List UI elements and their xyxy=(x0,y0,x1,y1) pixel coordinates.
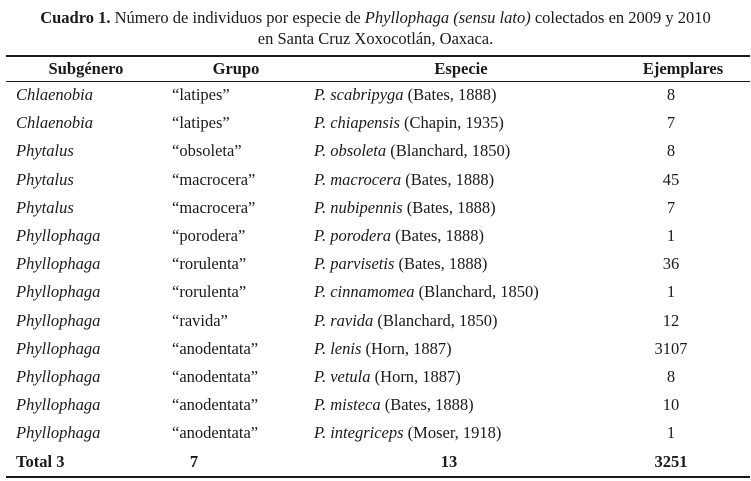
cell-subgenero: Phyllophaga xyxy=(16,226,101,246)
species-name: P. scabripyga xyxy=(314,85,404,105)
cell-ejemplares: 3107 xyxy=(654,338,688,358)
species-author: (Bates, 1888) xyxy=(403,85,497,105)
species-author: (Bates, 1888) xyxy=(380,395,474,415)
cell-ejemplares: 10 xyxy=(662,395,680,415)
cell-grupo: “rorulenta” xyxy=(172,254,247,274)
species-name: P. vetula xyxy=(314,366,371,386)
species-name: P. lenis xyxy=(314,338,362,358)
caption-genus: Phyllophaga (sensu lato) xyxy=(364,8,531,27)
header-especie: Especie xyxy=(434,58,488,78)
cell-subgenero: Phyllophaga xyxy=(16,282,101,302)
cell-grupo: “latipes” xyxy=(172,85,230,105)
table-row xyxy=(6,278,750,306)
caption-text-2: colectados en 2009 y 2010 xyxy=(530,8,711,27)
cell-grupo: “porodera” xyxy=(172,226,246,246)
cell-especie xyxy=(306,250,616,278)
cell-ejemplares: 1 xyxy=(666,226,676,246)
table-row xyxy=(6,81,750,109)
table-row xyxy=(6,335,750,363)
cell-ejemplares: 36 xyxy=(662,254,680,274)
table-row xyxy=(6,419,750,447)
table-row xyxy=(6,194,750,222)
cell-grupo: “anodentata” xyxy=(172,423,259,443)
total-label: Total 3 xyxy=(16,451,65,471)
cell-subgenero: Chlaenobia xyxy=(16,113,93,133)
cell-especie xyxy=(306,307,616,335)
cell-grupo: “anodentata” xyxy=(172,366,259,386)
table-row xyxy=(6,391,750,419)
cell-subgenero: Phyllophaga xyxy=(16,254,101,274)
caption-line-1 xyxy=(0,7,751,28)
cell-especie xyxy=(306,222,616,250)
cell-subgenero: Phyllophaga xyxy=(16,366,101,386)
species-name: P. integriceps xyxy=(314,423,404,443)
cell-subgenero: Phytalus xyxy=(16,169,74,189)
species-name: P. misteca xyxy=(314,395,381,415)
cell-grupo: “macrocera” xyxy=(172,197,256,217)
cell-ejemplares: 12 xyxy=(662,310,680,330)
species-author: (Bates, 1888) xyxy=(401,169,495,189)
cell-grupo: “anodentata” xyxy=(172,395,259,415)
cell-subgenero: Chlaenobia xyxy=(16,85,93,105)
header-subgenero: Subgénero xyxy=(48,58,124,78)
cell-ejemplares: 7 xyxy=(666,113,676,133)
species-author: (Blanchard, 1850) xyxy=(373,310,498,330)
cell-especie xyxy=(306,137,616,165)
header-ejemplares: Ejemplares xyxy=(642,58,724,78)
species-author: (Blanchard, 1850) xyxy=(386,141,511,161)
cell-grupo: “anodentata” xyxy=(172,338,259,358)
table-row xyxy=(6,363,750,391)
table-caption xyxy=(0,7,751,49)
table-row xyxy=(6,166,750,194)
species-author: (Bates, 1888) xyxy=(391,226,485,246)
species-name: P. cinnamomea xyxy=(314,282,415,302)
cell-especie xyxy=(306,419,616,447)
cell-grupo: “rorulenta” xyxy=(172,282,247,302)
species-name: P. porodera xyxy=(314,226,392,246)
cell-grupo: “ravida” xyxy=(172,310,228,330)
total-grupo: 7 xyxy=(189,451,199,471)
cell-grupo: “latipes” xyxy=(172,113,230,133)
table-row xyxy=(6,222,750,250)
table-header-row xyxy=(6,56,750,81)
cell-especie xyxy=(306,391,616,419)
total-especie: 13 xyxy=(440,451,458,471)
table-row xyxy=(6,109,750,137)
cell-ejemplares: 45 xyxy=(662,169,680,189)
header-grupo: Grupo xyxy=(212,58,260,78)
cell-especie xyxy=(306,363,616,391)
species-name: P. ravida xyxy=(314,310,374,330)
cell-subgenero: Phyllophaga xyxy=(16,338,101,358)
cell-grupo: “obsoleta” xyxy=(172,141,242,161)
total-row xyxy=(6,447,750,475)
species-author: (Horn, 1887) xyxy=(361,338,452,358)
species-author: (Chapin, 1935) xyxy=(399,113,504,133)
cell-subgenero: Phytalus xyxy=(16,141,74,161)
cell-ejemplares: 1 xyxy=(666,282,676,302)
caption-label: Cuadro 1. xyxy=(40,8,111,27)
species-name: P. macrocera xyxy=(314,169,402,189)
species-author: (Bates, 1888) xyxy=(394,254,488,274)
species-name: P. chiapensis xyxy=(314,113,400,133)
species-table xyxy=(6,56,750,476)
bottom-rule xyxy=(6,476,750,478)
table-row xyxy=(6,250,750,278)
species-author: (Blanchard, 1850) xyxy=(414,282,539,302)
cell-ejemplares: 8 xyxy=(666,141,676,161)
cell-especie xyxy=(306,335,616,363)
cell-subgenero: Phyllophaga xyxy=(16,395,101,415)
cell-ejemplares: 1 xyxy=(666,423,676,443)
caption-line-2: en Santa Cruz Xoxocotlán, Oaxaca. xyxy=(257,29,494,48)
cell-subgenero: Phyllophaga xyxy=(16,310,101,330)
table-row xyxy=(6,307,750,335)
species-name: P. nubipennis xyxy=(314,197,403,217)
cell-especie xyxy=(306,278,616,306)
cell-especie xyxy=(306,109,616,137)
table-row xyxy=(6,137,750,165)
species-author: (Moser, 1918) xyxy=(403,423,502,443)
cell-especie xyxy=(306,81,616,109)
caption-text-1: Número de individuos por especie de xyxy=(110,8,365,27)
species-name: P. obsoleta xyxy=(314,141,387,161)
species-author: (Horn, 1887) xyxy=(370,366,461,386)
cell-subgenero: Phytalus xyxy=(16,197,74,217)
total-ejemplares: 3251 xyxy=(654,451,688,471)
cell-subgenero: Phyllophaga xyxy=(16,423,101,443)
cell-especie xyxy=(306,166,616,194)
species-author: (Bates, 1888) xyxy=(402,197,496,217)
cell-ejemplares: 7 xyxy=(666,197,676,217)
cell-ejemplares: 8 xyxy=(666,366,676,386)
species-name: P. parvisetis xyxy=(314,254,395,274)
cell-ejemplares: 8 xyxy=(666,85,676,105)
cell-especie xyxy=(306,194,616,222)
cell-grupo: “macrocera” xyxy=(172,169,256,189)
